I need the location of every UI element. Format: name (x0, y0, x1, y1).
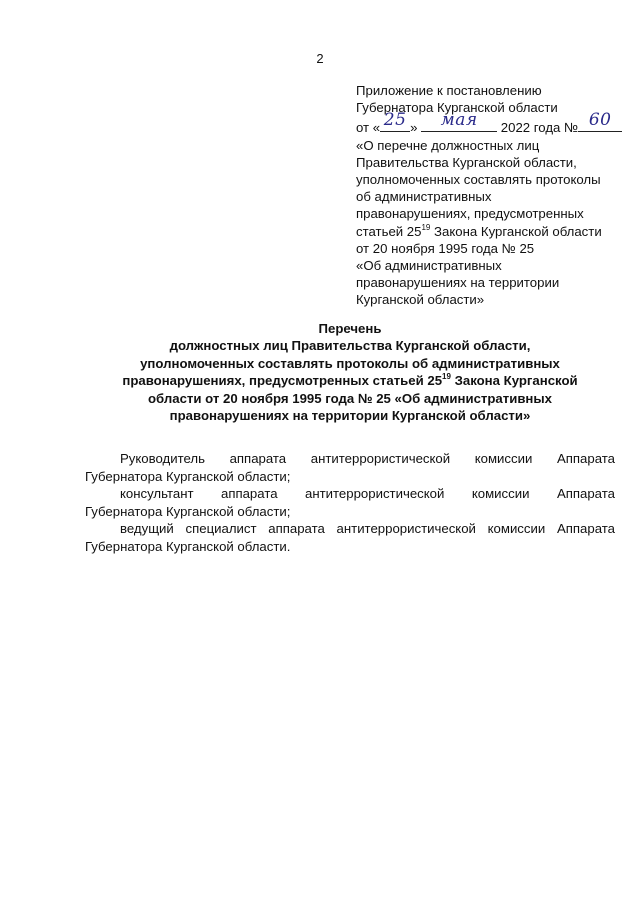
list-item (85, 450, 615, 485)
date-prefix: от « (356, 120, 381, 136)
word: консультант (120, 486, 194, 502)
list-item-line: Губернатора Курганской области; (85, 468, 291, 484)
word: Аппарата (556, 451, 615, 466)
list-item-line: Губернатора Курганской области; (85, 503, 291, 519)
word: комиссии (471, 486, 530, 502)
word: аппарата (220, 486, 278, 502)
title-line (70, 372, 630, 389)
annex-block (356, 82, 628, 309)
word: антитеррористической (305, 486, 445, 502)
list-item (85, 520, 615, 555)
word: ведущий (120, 521, 174, 537)
word: комиссии (487, 521, 546, 537)
annex-line: «Об административных (356, 258, 502, 274)
list-item (85, 485, 615, 520)
list-item-line (85, 520, 615, 538)
annex-text: Закона Курганской области (430, 223, 602, 239)
handwritten-month: мая (421, 116, 497, 132)
word: специалист (185, 521, 257, 537)
list-item-line (85, 485, 615, 503)
list-item-line (85, 450, 615, 468)
page-number: 2 (316, 51, 324, 66)
annex-line: правонарушениях, предусмотренных (356, 206, 584, 222)
annex-line: «О перечне должностных лиц (356, 137, 540, 153)
annex-line: Курганской области» (356, 292, 485, 308)
list-item-line: Губернатора Курганской области. (85, 538, 291, 554)
title-text: правонарушениях, предусмотренных статьей 25 (122, 373, 443, 389)
title-line: должностных лиц Правительства Курганской области, (169, 338, 531, 354)
superscript: 19 (421, 222, 431, 232)
title-text: Закона Курганской (450, 373, 578, 389)
annex-line: Правительства Курганской области, (356, 154, 577, 170)
word: антитеррористической (336, 521, 476, 537)
word: аппарата (229, 451, 287, 466)
positions-list (85, 450, 615, 556)
superscript: 19 (442, 372, 451, 382)
annex-line: правонарушениях на территории (356, 275, 560, 291)
title-line: правонарушениях на территории Курганской области» (169, 408, 531, 424)
handwritten-doc-number: 60 (578, 116, 622, 132)
annex-text: статьей 25 (356, 223, 422, 239)
title-heading: Перечень (318, 321, 382, 336)
annex-line: от 20 ноября 1995 года № 25 (356, 240, 535, 256)
word: Аппарата (556, 521, 615, 537)
word: комиссии (474, 451, 533, 466)
annex-line: Приложение к постановлению (356, 83, 542, 98)
date-mid: » (410, 120, 418, 136)
annex-line: уполномоченных составлять протоколы (356, 172, 601, 188)
annex-line (356, 223, 628, 240)
title-line: области от 20 ноября 1995 года № 25 «Об административных (148, 390, 552, 406)
word: Руководитель (120, 451, 205, 466)
annex-line: об административных (356, 189, 492, 205)
word: Аппарата (556, 486, 615, 502)
date-year: 2022 года № (500, 120, 579, 136)
handwritten-day: 25 (380, 116, 410, 132)
word: антитеррористической (310, 451, 451, 466)
annex-date-line (356, 110, 628, 136)
list-title (70, 320, 630, 424)
word: аппарата (268, 521, 325, 537)
annex-line: Губернатора Курганской области (356, 100, 558, 116)
title-line: уполномоченных составлять протоколы об административных (140, 355, 560, 371)
